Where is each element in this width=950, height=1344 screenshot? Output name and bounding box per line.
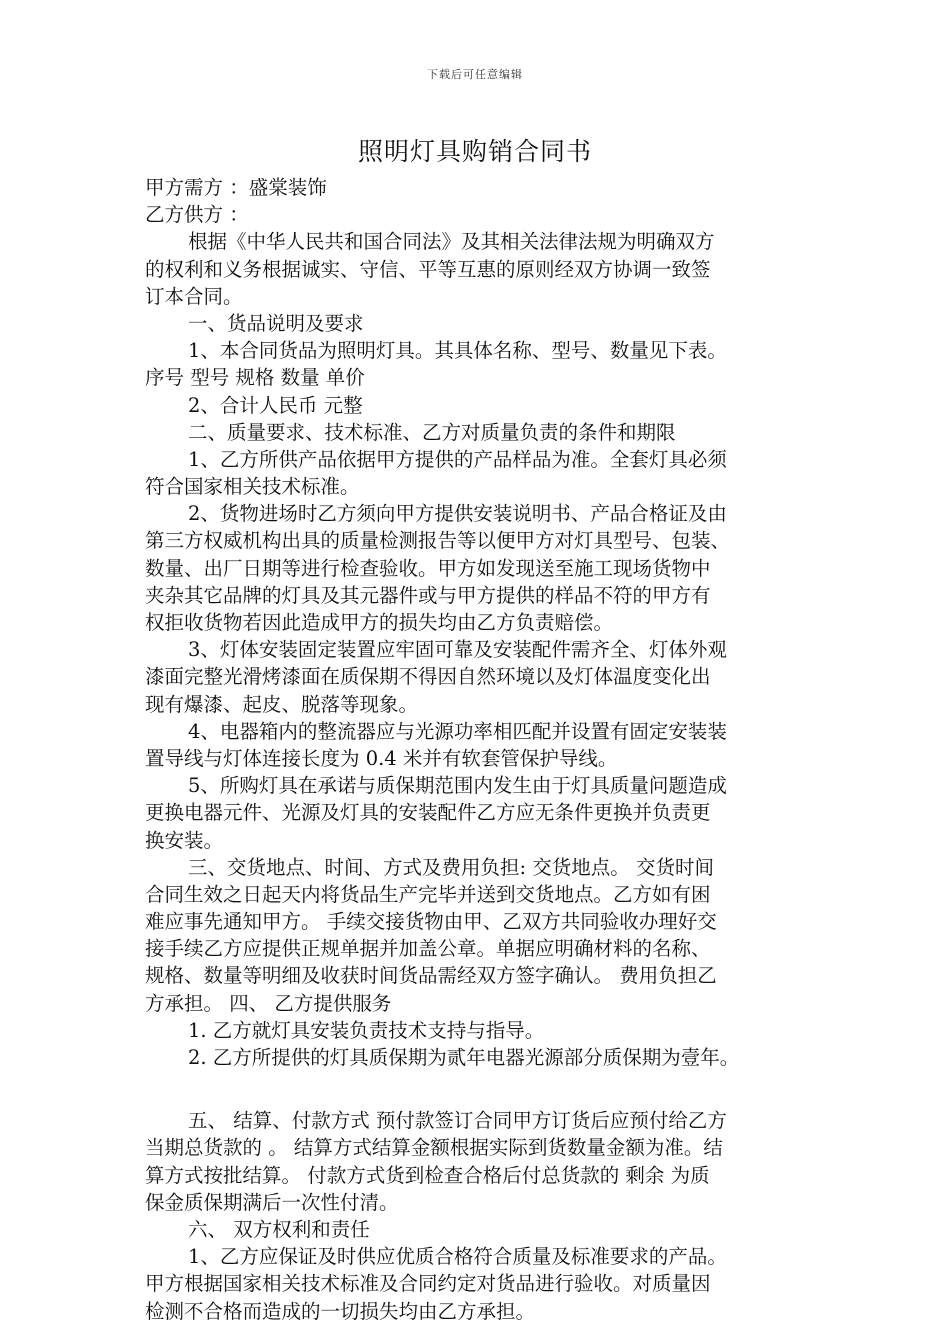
paragraph-line: 当期总货款的 。 结算方式结算金额根据实际到货数量金额为准。结 bbox=[145, 1136, 723, 1160]
paragraph-line: 1、乙方应保证及时供应优质合格符合质量及标准要求的产品。 bbox=[188, 1245, 727, 1269]
paragraph-line: 合同生效之日起天内将货品生产完毕并送到交货地点。乙方如有困 bbox=[145, 882, 711, 906]
paragraph-line: 三、交货地点、时间、方式及费用负担: 交货地点。 交货时间 bbox=[188, 855, 714, 879]
paragraph-line: 1、乙方所供产品依据甲方提供的产品样品为准。全套灯具必须 bbox=[188, 447, 727, 471]
paragraph-line: 数量、出厂日期等进行检查验收。甲方如发现送至施工现场货物中 bbox=[145, 556, 711, 580]
paragraph-line: 五、 结算、付款方式 预付款签订合同甲方订货后应预付给乙方 bbox=[188, 1109, 727, 1133]
header-note: 下载后可任意编辑 bbox=[427, 68, 523, 81]
paragraph-line: 2、合计人民币 元整 bbox=[188, 393, 363, 417]
paragraph-line: 二、质量要求、技术标准、乙方对质量负责的条件和期限 bbox=[188, 420, 676, 444]
paragraph-line: 难应事先通知甲方。 手续交接货物由甲、乙双方共同验收办理好交 bbox=[145, 910, 717, 934]
paragraph-line: 一、货品说明及要求 bbox=[188, 311, 364, 335]
paragraph-line: 5、所购灯具在承诺与质保期范围内发生由于灯具质量问题造成 bbox=[188, 774, 727, 798]
paragraph-line: 接手续乙方应提供正规单据并加盖公章。单据应明确材料的名称、 bbox=[145, 937, 711, 961]
paragraph-line: 夹杂其它品牌的灯具及其元器件或与甲方提供的样品不符的甲方有 bbox=[145, 583, 711, 607]
paragraph-line: 第三方权威机构出具的质量检测报告等以便甲方对灯具型号、包装、 bbox=[145, 529, 731, 553]
paragraph-line: 1、本合同货品为照明灯具。其具体名称、型号、数量见下表。 bbox=[188, 339, 727, 363]
paragraph-line: 乙方供方 ： bbox=[145, 203, 249, 227]
paragraph-line: 甲方根据国家相关技术标准及合同约定对货品进行验收。对质量因 bbox=[145, 1272, 711, 1296]
paragraph-line: 订本合同。 bbox=[145, 284, 243, 308]
paragraph-line: 方承担。 四、 乙方提供服务 bbox=[145, 991, 392, 1015]
paragraph-line: 检测不合格而造成的一切损失均由乙方承担。 bbox=[145, 1299, 536, 1323]
paragraph-line: 的权利和义务根据诚实、守信、平等互惠的原则经双方协调一致签 bbox=[145, 257, 711, 281]
paragraph-line: 2. 乙方所提供的灯具质保期为贰年电器光源部分质保期为壹年。 bbox=[188, 1046, 740, 1069]
paragraph-line: 漆面完整光滑烤漆面在质保期不得因自然环境以及灯体温度变化出 bbox=[145, 665, 711, 689]
document-title: 照明灯具购销合同书 bbox=[357, 137, 592, 166]
paragraph-line: 权拒收货物若因此造成甲方的损失均由乙方负责赔偿。 bbox=[145, 611, 614, 634]
document-body bbox=[145, 174, 820, 1325]
paragraph-line: 符合国家相关技术标准。 bbox=[145, 475, 360, 499]
paragraph-line: 六、 双方权利和责任 bbox=[188, 1217, 370, 1241]
paragraph-line: 算方式按批结算。 付款方式货到检查合格后付总货款的 剩余 为质 bbox=[145, 1163, 710, 1187]
paragraph-line: 根据《中华人民共和国合同法》及其相关法律法规为明确双方 bbox=[188, 230, 715, 254]
paragraph-line: 2、货物进场时乙方须向甲方提供安装说明书、产品合格证及由 bbox=[188, 502, 727, 526]
paragraph-line: 甲方需方 ：盛棠装饰 bbox=[145, 176, 327, 199]
blank-line bbox=[145, 1071, 820, 1107]
paragraph-line: 4、电器箱内的整流器应与光源功率相匹配并设置有固定安装装 bbox=[188, 719, 727, 743]
paragraph-line: 现有爆漆、起皮、脱落等现象。 bbox=[145, 692, 419, 716]
paragraph-line: 保金质保期满后一次性付清。 bbox=[145, 1190, 399, 1214]
paragraph-line: 1. 乙方就灯具安装负责技术支持与指导。 bbox=[188, 1018, 545, 1042]
paragraph-line: 规格、数量等明细及收获时间货品需经双方签字确认。 费用负担乙 bbox=[145, 964, 717, 988]
paragraph-line: 置导线与灯体连接长度为 0.4 米并有软套管保护导线。 bbox=[145, 746, 618, 770]
paragraph-line: 换安装。 bbox=[145, 828, 224, 852]
paragraph-line: 更换电器元件、光源及灯具的安装配件乙方应无条件更换并负责更 bbox=[145, 801, 711, 825]
paragraph-line: 序号 型号 规格 数量 单价 bbox=[145, 366, 365, 390]
paragraph-line: 3、灯体安装固定装置应牢固可靠及安装配件需齐全、灯体外观 bbox=[188, 638, 727, 662]
